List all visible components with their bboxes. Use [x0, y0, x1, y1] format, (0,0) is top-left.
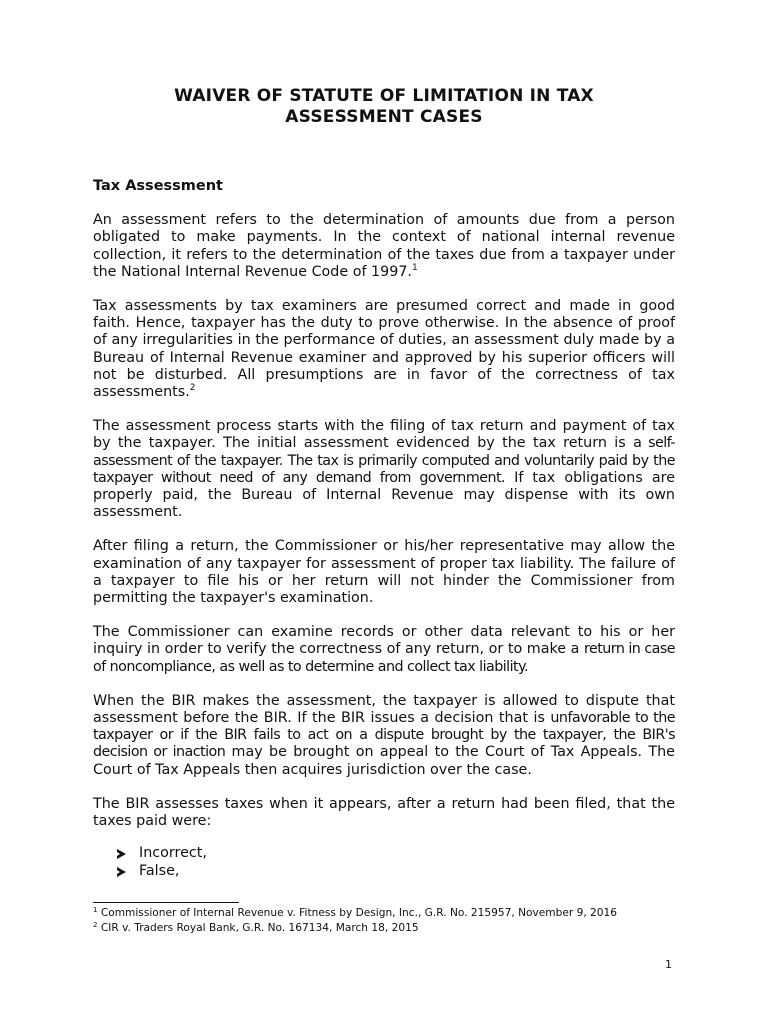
- paragraph-commissioner-records: The Commissioner can examine records or other data relevant to his or her inquiry in order to verify the correctness of any return, or to make a return in case of noncompliance, as well as to determine and collect tax liability.: [93, 624, 675, 675]
- title-line-1: WAIVER OF STATUTE OF LIMITATION IN TAX: [174, 86, 594, 106]
- footnotes: [93, 906, 693, 936]
- list-item: Incorrect,: [93, 845, 675, 863]
- paragraph-assessment-definition: An assessment refers to the determination of amounts due from a person obligated to make payments. In the context of national internal revenue collection, it refers to the determination of the taxes due from a taxpayer under the National Internal Revenue Code of 1997.$^1$: [93, 212, 675, 280]
- footnote-separator: [93, 902, 239, 903]
- section-heading: Tax Assessment: [93, 178, 223, 194]
- bullet-list: [93, 845, 675, 880]
- paragraph-dispute: When the BIR makes the assessment, the taxpayer is allowed to dispute that assessment before the BIR. If the BIR issues a decision that is unfavorable to the taxpayer or if the BIR fails to act on a dispute brought by the taxpayer, the BIR's decision or inaction may be brought on appeal to the Court of Tax Appeals. The Court of Tax Appeals then acquires jurisdiction over the case.: [93, 692, 675, 778]
- title-line-2: ASSESSMENT CASES: [285, 107, 483, 127]
- footnote-2: $^2$ CIR v. Traders Royal Bank, G.R. No. 167134, March 18, 2015: [93, 921, 419, 934]
- paragraph-presumption: Tax assessments by tax examiners are presumed correct and made in good faith. Hence, taxpayer has the duty to prove otherwise. In the absence of proof of any irregularities in the performance of duties, an assessment duly made by a Bureau of Internal Revenue examiner and approved by his superior officers will not be disturbed. All presumptions are in favor of the correctness of tax assessments.$^2$: [93, 298, 675, 401]
- arrow-bullet-icon: [117, 849, 126, 859]
- footnote-ref-2: 2: [189, 383, 196, 394]
- list-item: False,: [93, 863, 675, 881]
- footnote-1: $^1$ Commissioner of Internal Revenue v. Fitness by Design, Inc., G.R. No. 215957, November 9, 2016: [93, 906, 618, 919]
- paragraph-bir-assesses: The BIR assesses taxes when it appears, after a return had been filed, that the taxes paid were:: [93, 795, 675, 830]
- page-number: 1: [665, 958, 672, 971]
- arrow-bullet-icon: [117, 867, 126, 877]
- footnote-ref-1: 1: [411, 262, 418, 273]
- document-body: [93, 178, 675, 880]
- paragraph-examination: After filing a return, the Commissioner or his/her representative may allow the examination of any taxpayer for assessment of proper tax liability. The failure of a taxpayer to file his or her return will not hinder the Commissioner from permitting the taxpayer's examination.: [93, 538, 675, 607]
- paragraph-assessment-process: The assessment process starts with the filing of tax return and payment of tax by the taxpayer. The initial assessment evidenced by the tax return is a self-assessment of the taxpayer. The tax is primarily computed and voluntarily paid by the taxpayer without need of any demand from government. If tax obligations are properly paid, the Bureau of Internal Revenue may dispense with its own assessment.: [93, 418, 675, 521]
- document-title: [93, 86, 675, 128]
